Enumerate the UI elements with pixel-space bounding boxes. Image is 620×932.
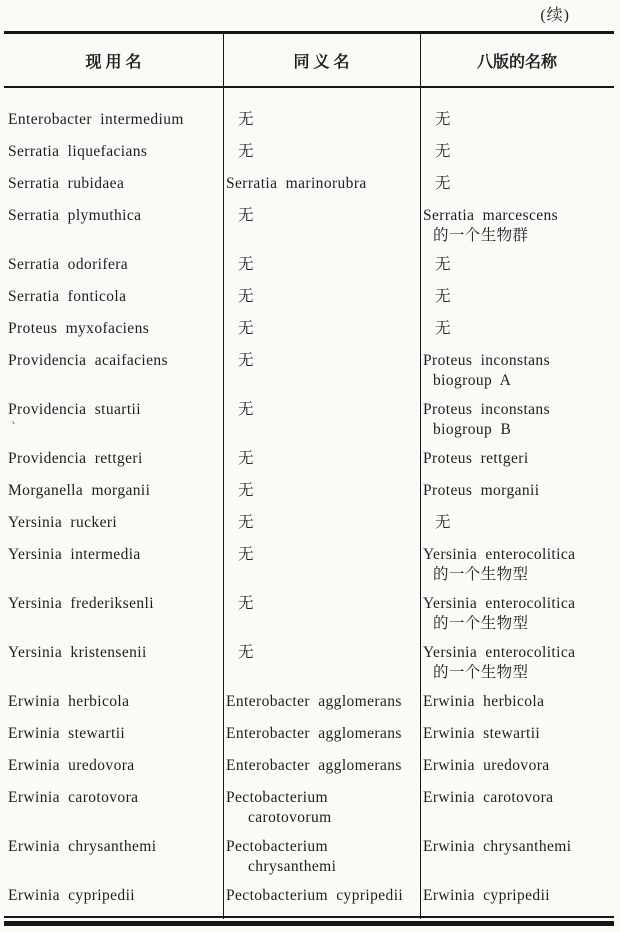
cell-line: biogroup A	[433, 372, 512, 389]
cell-synonym	[223, 788, 420, 831]
cell-line: Erwinia cypripedii	[423, 887, 550, 904]
cell-line: Proteus myxofaciens	[8, 320, 150, 337]
cell-synonym	[223, 174, 420, 200]
cell-line: Erwinia chrysanthemi	[423, 838, 572, 855]
table-row	[4, 313, 614, 345]
table-row	[4, 345, 614, 394]
cell-line: 无	[238, 546, 254, 563]
cell-line: carotovorum	[248, 809, 332, 826]
cell-synonym	[223, 206, 420, 249]
cell-line: 无	[238, 450, 254, 467]
column-header-synonym: 同 义 名	[293, 53, 350, 71]
cell-line: 无	[435, 288, 451, 305]
cell-current-name	[4, 837, 223, 880]
cell-line: Serratia liquefacians	[8, 143, 148, 160]
continued-label: (续)	[540, 7, 570, 24]
cell-synonym	[223, 692, 420, 718]
cell-line: Enterobacter agglomerans	[226, 757, 402, 774]
cell-eighth-edition-name	[420, 110, 614, 136]
cell-eighth-edition-name	[420, 174, 614, 200]
table-row	[4, 475, 614, 507]
cell-line: Serratia fonticola	[8, 288, 127, 305]
cell-line: Yersinia ruckeri	[8, 514, 118, 531]
cell-line: Enterobacter agglomerans	[226, 693, 402, 710]
table-row	[4, 281, 614, 313]
cell-line: Enterobacter intermedium	[8, 111, 184, 128]
cell-line: 无	[238, 482, 254, 499]
cell-eighth-edition-name	[420, 692, 614, 718]
cell-line: 无	[238, 288, 254, 305]
cell-line: chrysanthemi	[248, 858, 337, 875]
cell-current-name	[4, 724, 223, 750]
cell-eighth-edition-name	[420, 481, 614, 507]
cell-line: Serratia marcescens	[423, 207, 559, 224]
cell-line: Erwinia carotovora	[8, 789, 139, 806]
cell-line: 的一个生物型	[433, 615, 529, 632]
cell-line: 无	[238, 401, 254, 418]
table-row	[4, 831, 614, 880]
cell-current-name	[4, 886, 223, 912]
nomenclature-table	[4, 31, 614, 926]
cell-line: 无	[435, 514, 451, 531]
cell-line: biogroup B	[433, 421, 512, 438]
table-row	[4, 588, 614, 637]
cell-synonym	[223, 756, 420, 782]
cell-line: 无	[238, 256, 254, 273]
cell-line: Serratia rubidaea	[8, 175, 125, 192]
cell-line: Proteus inconstans	[423, 352, 551, 369]
cell-line: Enterobacter agglomerans	[226, 725, 402, 742]
cell-eighth-edition-name	[420, 449, 614, 475]
cell-line: 无	[238, 320, 254, 337]
cell-synonym	[223, 594, 420, 637]
cell-line: 无	[238, 143, 254, 160]
column-header-current-name: 现 用 名	[85, 53, 142, 71]
cell-synonym	[223, 110, 420, 136]
table-row	[4, 443, 614, 475]
cell-synonym	[223, 142, 420, 168]
cell-line: Providencia stuartii	[8, 401, 141, 418]
cell-line: Yersinia enterocolitica	[423, 595, 576, 612]
cell-line: Providencia rettgeri	[8, 450, 143, 467]
cell-current-name	[4, 110, 223, 136]
cell-line: 无	[435, 256, 451, 273]
cell-synonym	[223, 886, 420, 912]
cell-current-name	[4, 174, 223, 200]
cell-line: 无	[238, 514, 254, 531]
cell-line: Proteus rettgeri	[423, 450, 529, 467]
cell-current-name	[4, 255, 223, 281]
table-row	[4, 686, 614, 718]
cell-synonym	[223, 400, 420, 443]
cell-current-name	[4, 692, 223, 718]
cell-line: Providencia acaifaciens	[8, 352, 168, 369]
cell-line: Erwinia cypripedii	[8, 887, 135, 904]
cell-line: Serratia marinorubra	[226, 175, 367, 192]
cell-line: 无	[238, 644, 254, 661]
table-row	[4, 637, 614, 686]
cell-line: 无	[238, 207, 254, 224]
cell-current-name	[4, 449, 223, 475]
table-row	[4, 507, 614, 539]
cell-synonym	[223, 513, 420, 539]
cell-current-name	[4, 400, 223, 443]
table-row	[4, 394, 614, 443]
cell-eighth-edition-name	[420, 287, 614, 313]
cell-current-name	[4, 643, 223, 686]
cell-line: Pectobacterium	[226, 838, 329, 855]
cell-line: Erwinia herbicola	[423, 693, 545, 710]
table-row	[4, 539, 614, 588]
column-header-eighth-edition-name: 八版的名称	[476, 53, 557, 71]
table-row	[4, 168, 614, 200]
table-bottom-rule	[4, 916, 614, 926]
cell-line: Yersinia enterocolitica	[423, 546, 576, 563]
table-row	[4, 249, 614, 281]
cell-eighth-edition-name	[420, 724, 614, 750]
cell-line: Erwinia uredovora	[8, 757, 135, 774]
cell-eighth-edition-name	[420, 142, 614, 168]
cell-line: Erwinia stewartii	[423, 725, 541, 742]
cell-current-name	[4, 351, 223, 394]
cell-line: Yersinia frederiksenli	[8, 595, 154, 612]
cell-line: Erwinia herbicola	[8, 693, 130, 710]
cell-current-name	[4, 513, 223, 539]
cell-line: Erwinia stewartii	[8, 725, 126, 742]
scan-artifact-mark: 、	[10, 413, 24, 428]
cell-synonym	[223, 724, 420, 750]
cell-synonym	[223, 319, 420, 345]
table-row	[4, 200, 614, 249]
cell-eighth-edition-name	[420, 206, 614, 249]
cell-eighth-edition-name	[420, 351, 614, 394]
column-divider-1	[223, 34, 224, 919]
cell-eighth-edition-name	[420, 756, 614, 782]
cell-synonym	[223, 837, 420, 880]
cell-eighth-edition-name	[420, 319, 614, 345]
cell-line: 的一个生物型	[433, 664, 529, 681]
cell-line: 无	[435, 175, 451, 192]
cell-line: 无	[238, 595, 254, 612]
cell-current-name	[4, 319, 223, 345]
cell-line: 的一个生物群	[433, 227, 529, 244]
table-row	[4, 718, 614, 750]
table-body	[4, 88, 614, 916]
cell-line: Pectobacterium	[226, 789, 329, 806]
cell-current-name	[4, 594, 223, 637]
cell-line: Proteus morganii	[423, 482, 540, 499]
cell-synonym	[223, 643, 420, 686]
cell-line: 无	[435, 111, 451, 128]
cell-synonym	[223, 545, 420, 588]
cell-eighth-edition-name	[420, 886, 614, 912]
cell-synonym	[223, 481, 420, 507]
cell-current-name	[4, 788, 223, 831]
table-header-row	[4, 34, 614, 88]
cell-current-name	[4, 287, 223, 313]
table-row	[4, 782, 614, 831]
cell-line: Morganella morganii	[8, 482, 151, 499]
cell-eighth-edition-name	[420, 643, 614, 686]
cell-current-name	[4, 206, 223, 249]
table-row	[4, 750, 614, 782]
cell-synonym	[223, 449, 420, 475]
cell-synonym	[223, 255, 420, 281]
cell-current-name	[4, 545, 223, 588]
cell-eighth-edition-name	[420, 513, 614, 539]
cell-line: Erwinia carotovora	[423, 789, 554, 806]
cell-line: Erwinia chrysanthemi	[8, 838, 157, 855]
table-row	[4, 136, 614, 168]
table-row	[4, 104, 614, 136]
cell-eighth-edition-name	[420, 400, 614, 443]
cell-line: 无	[238, 111, 254, 128]
cell-current-name	[4, 142, 223, 168]
cell-line: 的一个生物型	[433, 566, 529, 583]
cell-eighth-edition-name	[420, 255, 614, 281]
table-row	[4, 880, 614, 912]
cell-current-name	[4, 481, 223, 507]
cell-line: Pectobacterium cypripedii	[226, 887, 404, 904]
cell-line: Yersinia enterocolitica	[423, 644, 576, 661]
cell-eighth-edition-name	[420, 788, 614, 831]
cell-eighth-edition-name	[420, 545, 614, 588]
cell-line: Serratia plymuthica	[8, 207, 142, 224]
cell-line: Erwinia uredovora	[423, 757, 550, 774]
cell-line: 无	[238, 352, 254, 369]
cell-line: Serratia odorifera	[8, 256, 129, 273]
cell-line: Yersinia intermedia	[8, 546, 141, 563]
cell-synonym	[223, 351, 420, 394]
cell-eighth-edition-name	[420, 594, 614, 637]
column-divider-2	[420, 34, 421, 919]
cell-current-name	[4, 756, 223, 782]
cell-synonym	[223, 287, 420, 313]
cell-line: 无	[435, 143, 451, 160]
cell-line: Yersinia kristensenii	[8, 644, 147, 661]
cell-line: Proteus inconstans	[423, 401, 551, 418]
cell-line: 无	[435, 320, 451, 337]
cell-eighth-edition-name	[420, 837, 614, 880]
